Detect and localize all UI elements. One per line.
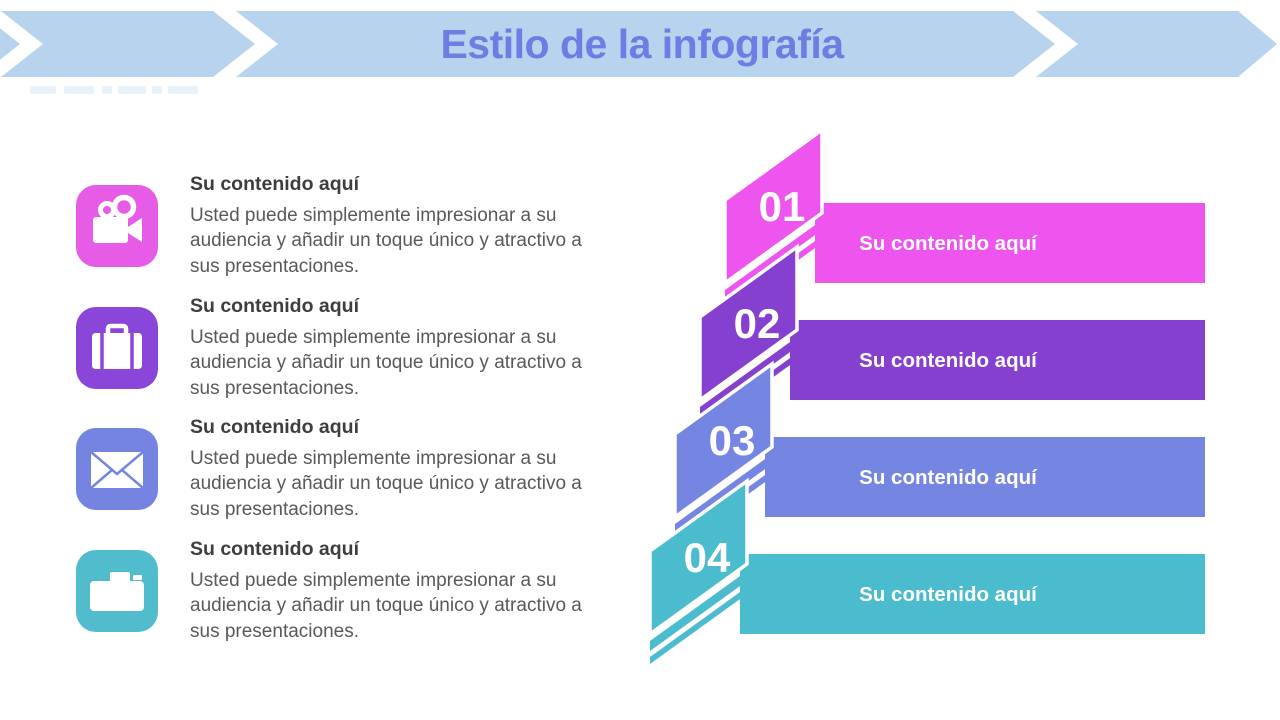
item-heading: Su contenido aquí	[190, 173, 359, 195]
body-line: audiencia y añadir un toque único y atractivo a	[190, 473, 582, 495]
body-line: Usted puede simplemente impresionar a su	[190, 327, 557, 348]
step-number: 03	[708, 417, 756, 464]
step-bar-label: Su contenido aquí	[859, 583, 1037, 606]
item-heading: Su contenido aquí	[190, 416, 359, 438]
body-line: sus presentaciones.	[190, 255, 359, 277]
body-line: sus presentaciones.	[190, 377, 359, 399]
item-heading: Su contenido aquí	[190, 538, 359, 560]
body-line: sus presentaciones.	[190, 620, 359, 642]
body-line: audiencia y añadir un toque único y atractivo a	[190, 230, 582, 252]
step-bar-label: Su contenido aquí	[859, 349, 1037, 372]
step-number: 04	[683, 534, 731, 581]
page-title: Estilo de la infografía	[440, 21, 844, 67]
item-heading: Su contenido aquí	[190, 295, 359, 317]
body-line: Usted puede simplemente impresionar a su	[190, 205, 557, 226]
step-number: 02	[733, 300, 781, 347]
body-line: Usted puede simplemente impresionar a su	[190, 570, 557, 591]
body-line: audiencia y añadir un toque único y atractivo a	[190, 352, 582, 374]
body-line: audiencia y añadir un toque único y atractivo a	[190, 595, 582, 617]
step-bar-label: Su contenido aquí	[859, 466, 1037, 489]
step-number: 01	[758, 183, 806, 230]
body-line: sus presentaciones.	[190, 498, 359, 520]
step-bar-label: Su contenido aquí	[859, 232, 1037, 255]
body-line: Usted puede simplemente impresionar a su	[190, 448, 557, 469]
